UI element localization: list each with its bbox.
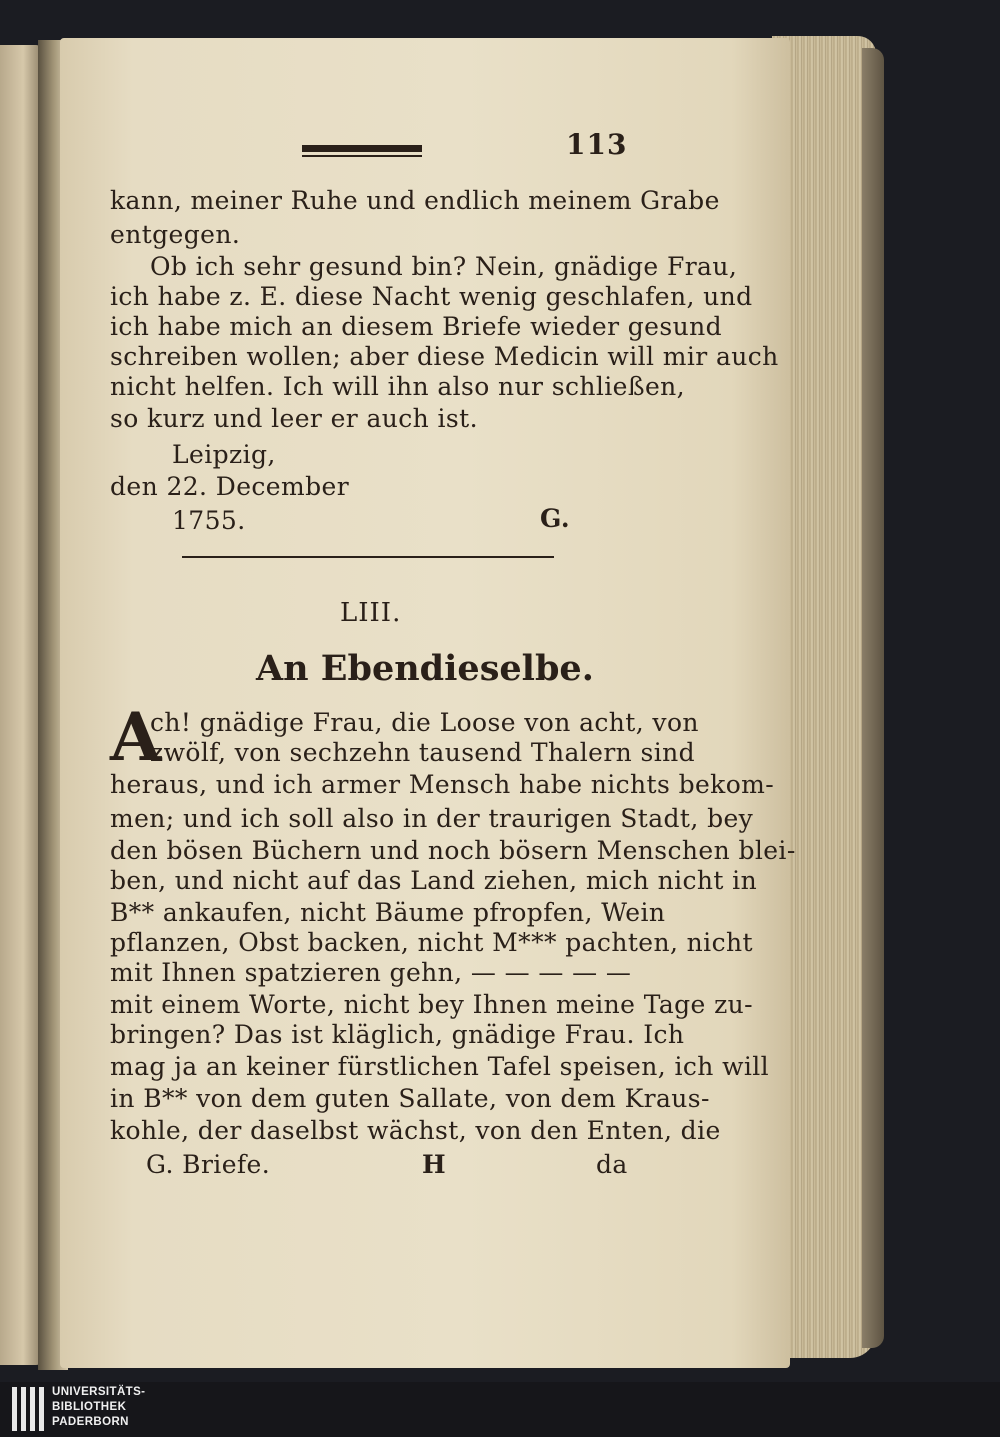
text-line: so kurz und leer er auch ist.: [110, 404, 478, 433]
library-logo-line: UNIVERSITÄTS-: [52, 1386, 146, 1398]
text-line: zwölf, von sechzehn tausend Thalern sind: [150, 738, 696, 767]
footer-title: G. Briefe.: [146, 1150, 271, 1179]
text-line: ben, und nicht auf das Land ziehen, mich nicht in: [110, 866, 758, 895]
header-ornament-rule-thin: [302, 155, 422, 157]
header-ornament-rule: [302, 145, 422, 152]
text-line: mag ja an keiner fürstlichen Tafel speisen, ich will: [110, 1052, 770, 1081]
text-line: bringen? Das ist kläglich, gnädige Frau. Ich: [110, 1020, 685, 1049]
text-line: ich habe z. E. diese Nacht wenig geschlafen, und: [110, 282, 753, 311]
text-line: entgegen.: [110, 220, 241, 249]
library-logo-icon: [12, 1387, 46, 1431]
text-line: kann, meiner Ruhe und endlich meinem Grabe: [110, 186, 720, 215]
text-line: den bösen Büchern und noch bösern Menschen blei-: [110, 836, 796, 865]
date-line: den 22. December: [110, 472, 350, 501]
place-line: Leipzig,: [172, 440, 276, 469]
library-logo-line: PADERBORN: [52, 1416, 129, 1428]
book-cover-edge: [862, 48, 884, 1348]
text-line: pflanzen, Obst backen, nicht M*** pachten, nicht: [110, 928, 753, 957]
text-line: heraus, und ich armer Mensch habe nichts bekom-: [110, 770, 775, 799]
left-page-edge: [0, 45, 42, 1365]
text-line: kohle, der daselbst wächst, von den Enten, die: [110, 1116, 721, 1145]
year-line: 1755.: [172, 506, 246, 535]
letter-title: An Ebendieselbe.: [256, 648, 594, 689]
signature-mark: H: [422, 1150, 447, 1179]
section-divider: [182, 556, 554, 558]
catchword: da: [596, 1150, 628, 1179]
letter-number: LIII.: [340, 598, 402, 628]
text-line: ch! gnädige Frau, die Loose von acht, von: [150, 708, 699, 737]
text-line: ich habe mich an diesem Briefe wieder gesund: [110, 312, 722, 341]
text-line: B** ankaufen, nicht Bäume pfropfen, Wein: [110, 898, 666, 927]
page-number: 113: [566, 128, 628, 161]
text-line: schreiben wollen; aber diese Medicin will mir auch: [110, 342, 779, 371]
text-line: men; und ich soll also in der traurigen Stadt, bey: [110, 804, 754, 833]
text-line: mit einem Worte, nicht bey Ihnen meine Tage zu-: [110, 990, 753, 1019]
drop-cap: A: [110, 698, 162, 776]
text-line: Ob ich sehr gesund bin? Nein, gnädige Frau,: [150, 252, 738, 281]
text-line: mit Ihnen spatzieren gehn, — — — — —: [110, 958, 632, 987]
library-logo-line: BIBLIOTHEK: [52, 1401, 127, 1413]
text-line: in B** von dem guten Sallate, von dem Kraus-: [110, 1084, 710, 1113]
signature: G.: [540, 504, 570, 533]
text-line: nicht helfen. Ich will ihn also nur schließen,: [110, 372, 686, 401]
